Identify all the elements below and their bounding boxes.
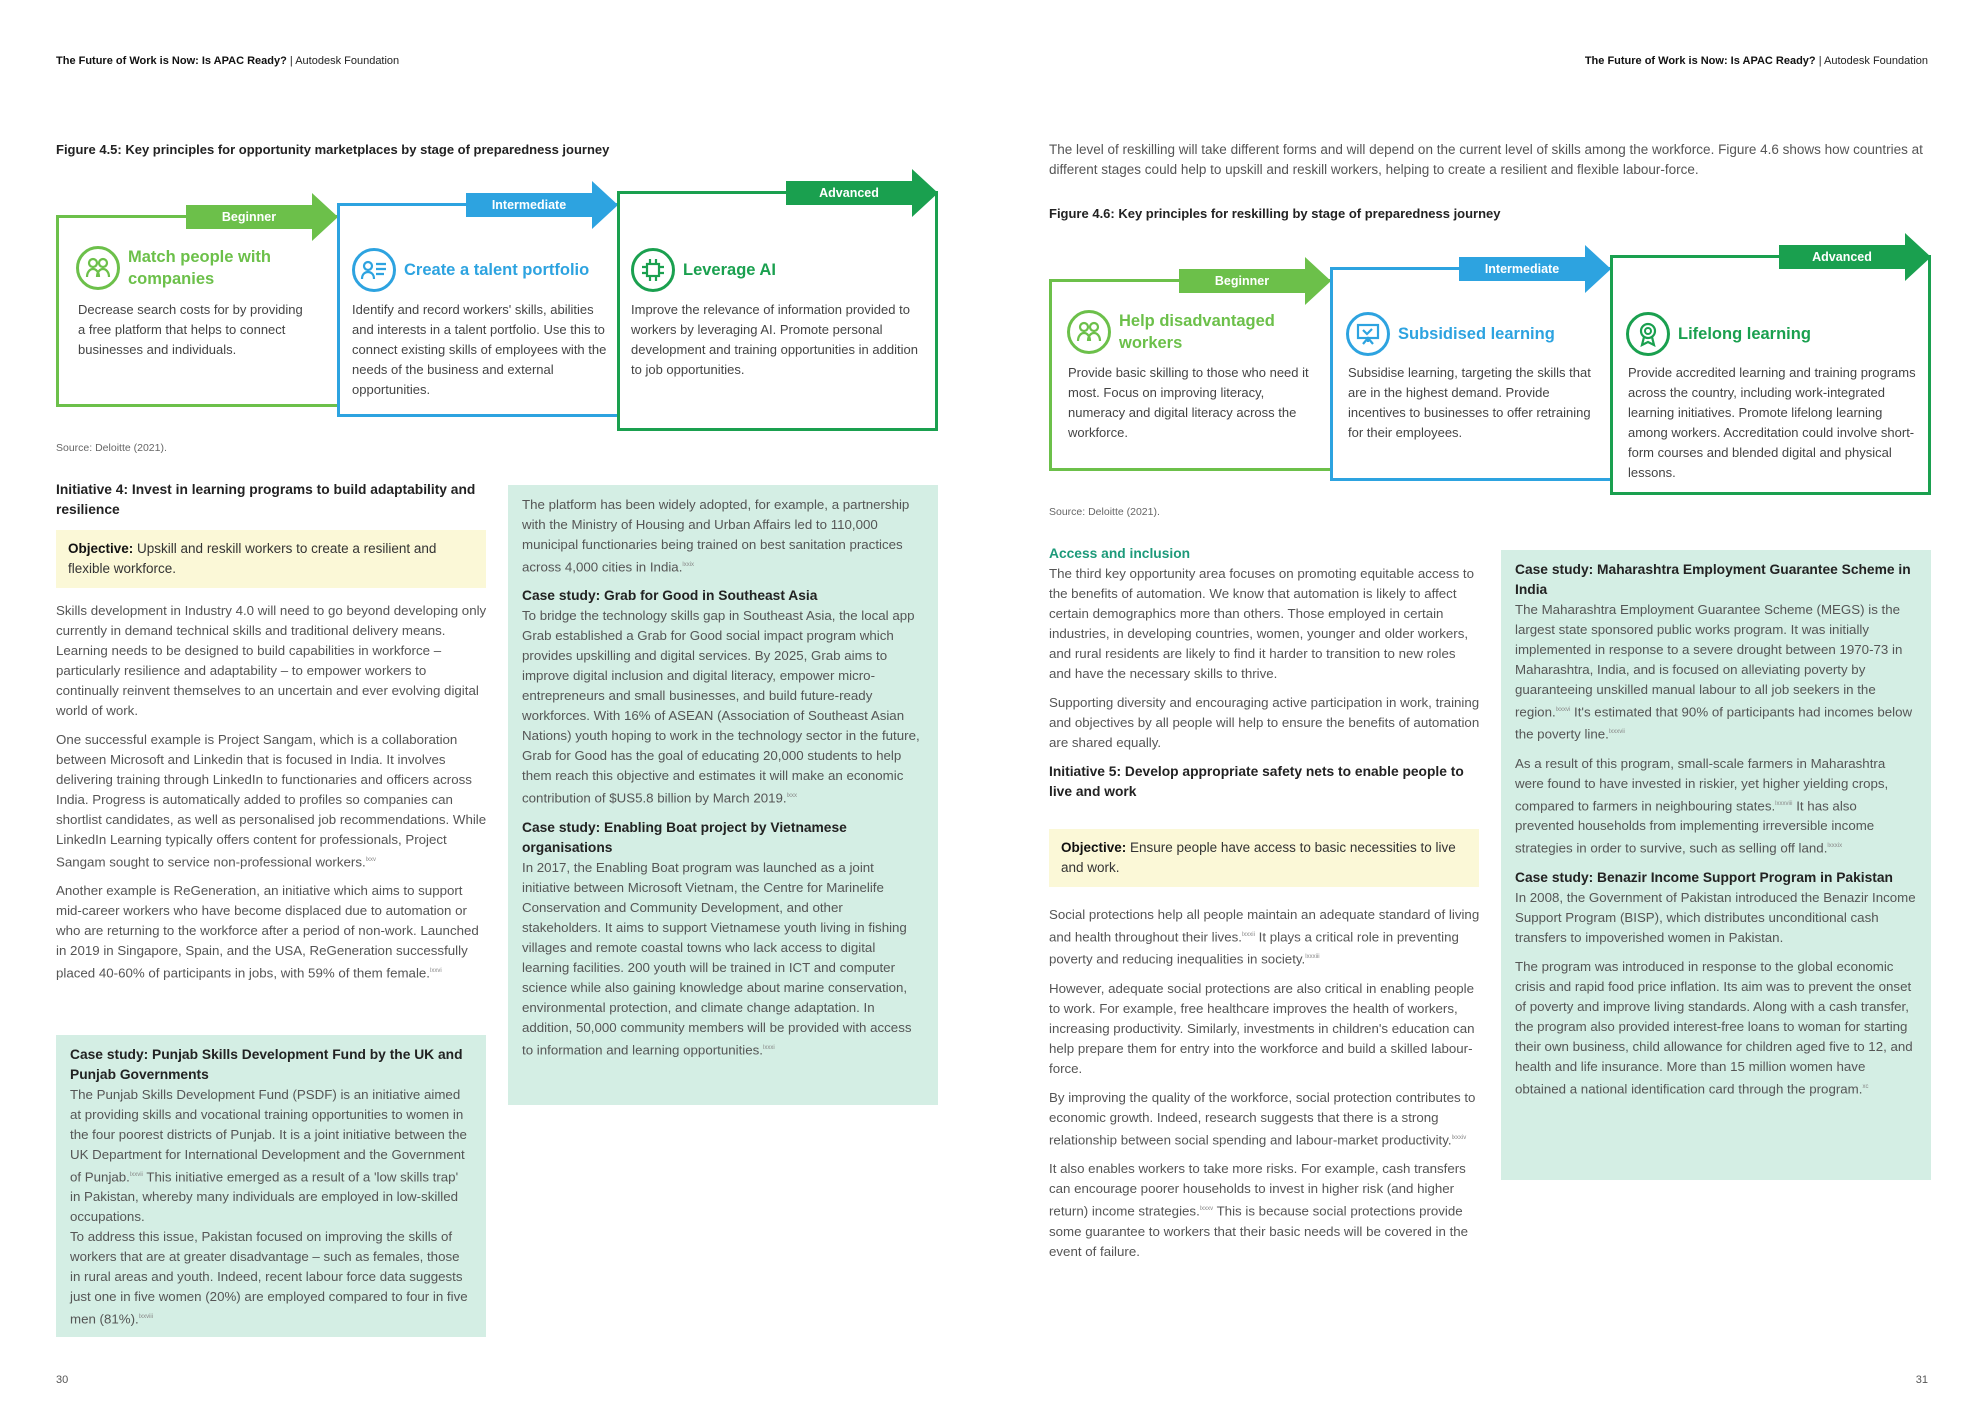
reskilling-intro: The level of reskilling will take different forms and will depend on the current level of skills among the workforce. Figure 4.6 shows how countries at different stages could help to upskill and reskill workers, helping to create a resilient and flexible labour-force. — [1049, 142, 1923, 177]
stage-title-beginner: Match people with companies — [128, 248, 272, 288]
stage-title-advanced: Lifelong learning — [1678, 325, 1811, 343]
arrow-head-intermediate — [592, 181, 618, 229]
paragraph: By improving the quality of the workforce, social protection contributes to economic growth. Indeed, research suggests that there is a strong relationship between social spending and labour-market productivity.$^{lxxxiv}$ — [1049, 1089, 1476, 1148]
stage-label-intermediate: Intermediate — [1459, 257, 1585, 281]
presentation-icon — [1346, 312, 1390, 356]
paragraph: It also enables workers to take more risks. For example, cash transfers can encourage poorer households to invest in higher risk (and higher return) income strategies.$^{lxxxv}$ This is because social protections provide some guarantee to workers that their basic needs will be covered in the event of failure. — [1049, 1161, 1469, 1259]
initiative-5-body — [1049, 905, 1481, 1271]
people-icon — [1067, 310, 1111, 354]
initiative-5-heading: Initiative 5: Develop appropriate safety nets to enable people to live and work — [1049, 764, 1464, 799]
stage-head-beginner — [1067, 310, 1297, 354]
stage-head-advanced — [1626, 312, 1906, 356]
case-study-punjab — [56, 1035, 486, 1337]
running-header: The Future of Work is Now: Is APAC Ready? | Autodesk Foundation — [56, 55, 400, 67]
paragraph: In 2008, the Government of Pakistan introduced the Benazir Income Support Program (BISP), which distributes unconditional cash transfers to impoverished women in Pakistan. — [1515, 889, 1916, 945]
paragraph: To address this issue, Pakistan focused on improving the skills of workers that are at greater disadvantage – such as females, those in rural areas and youth. Indeed, recent labour force data suggests just one in five women (20%) are employed compared to four in five men (81%).$^{lxxviii}$ — [70, 1229, 468, 1327]
stage-body-beginner: Provide basic skilling to those who need it most. Focus on improving literacy, numeracy and digital literacy across the workforce. — [1068, 365, 1309, 440]
initiative-4-body — [56, 601, 488, 993]
ai-chip-icon — [631, 248, 675, 292]
figure-4-5-title: Figure 4.5: Key principles for opportunity marketplaces by stage of preparedness journey — [56, 142, 610, 157]
access-heading: Access and inclusion — [1049, 546, 1191, 561]
case-study-column-middle — [508, 485, 938, 1105]
paragraph: The Maharashtra Employment Guarantee Scheme (MEGS) is the largest state sponsored public works program. It was initially implemented in response to a severe drought between 1970-73 in Maharashtra, India, and is focused on alleviating poverty by guaranteeing unskilled manual labour to all job seekers in the region.$^{lxxxvi}$ It's estimated that 90% of participants had incomes below the poverty line.$^{lxxxvii}$ — [1515, 602, 1913, 742]
stage-label-intermediate: Intermediate — [466, 193, 592, 217]
arrow-head-advanced — [1905, 233, 1931, 281]
objective-box-initiative-4: Objective: Upskill and reskill workers to create a resilient and flexible workforce. — [56, 530, 486, 588]
stage-head-intermediate — [352, 248, 612, 292]
stage-body-beginner: Decrease search costs for by providing a free platform that helps to connect businesses and individuals. — [78, 302, 303, 357]
paragraph: The Punjab Skills Development Fund (PSDF) is an initiative aimed at providing skills and vocational training opportunities to women in the four poorest districts of Punjab. It is a joint initiative between the UK Department for International Development and the Government of Punjab.$^{lxxvii}$ This initiative emerged as a result of a 'low skills trap' in Pakistan, whereby many individuals are employed in low-skilled occupations. — [70, 1087, 467, 1225]
arrow-head-beginner — [1305, 257, 1331, 305]
case-study-column-right — [1501, 550, 1931, 1180]
stage-body-advanced: Improve the relevance of information provided to workers by leveraging AI. Promote personal development and training opportunities in addition to job opportunities. — [631, 302, 918, 377]
paragraph: One successful example is Project Sangam, which is a collaboration between Microsoft and Linkedin that is focused in India. It involves delivering training through LinkedIn to functionaries and officers across India. Progress is automatically added to profiles so companies can shortlist candidates, as well as personalised job recommendations. While LinkedIn Learning typically offers content for professionals, Project Sangam sought to service non-professional workers.$^{lxxv}$ — [56, 732, 487, 870]
stage-title-intermediate: Create a talent portfolio — [404, 261, 590, 279]
case-study-title-grab: Case study: Grab for Good in Southeast Asia — [522, 588, 818, 604]
paragraph: As a result of this program, small-scale farmers in Maharashtra were found to have invested in riskier, yet higher yielding crops, compared to farmers in neighbouring states.$^{lxxxviii}$ It has also prevented households from implementing irreversible income strategies in order to survive, such as selling off land.$^{lxxxix}$ — [1515, 755, 1889, 856]
case-study-title-boat: Case study: Enabling Boat project by Vietnamese organisations — [522, 819, 847, 855]
running-header: The Future of Work is Now: Is APAC Ready? | Autodesk Foundation — [1584, 55, 1928, 67]
stage-head-advanced — [631, 248, 911, 292]
initiative-4-section — [56, 480, 488, 520]
stage-title-beginner: Help disadvantaged workers — [1119, 312, 1275, 352]
stage-title-intermediate: Subsidised learning — [1398, 325, 1555, 343]
people-icon — [76, 246, 120, 290]
paragraph: Another example is ReGeneration, an initiative which aims to support mid-career workers who have become displaced due to automation or who are returning to the workforce after a period of non-work. Launched in 2019 in Singapore, Spain, and the USA, ReGeneration successfully placed 40-60% of participants in jobs, with 59% of them female.$^{lxxvi}$ — [56, 883, 479, 981]
initiative-4-heading: Initiative 4: Invest in learning programs to build adaptability and resilience — [56, 482, 476, 517]
arrow-head-beginner — [312, 193, 338, 241]
paragraph: However, adequate social protections are also critical in enabling people to work. For example, free healthcare improves the health of workers, increasing productivity. Similarly, investments in children's education can help prepare them for entry into the workforce and build a skilled labour-force. — [1049, 980, 1475, 1076]
figure-4-6-title: Figure 4.6: Key principles for reskilling by stage of preparedness journey — [1049, 206, 1501, 221]
case-study-title-bisp: Case study: Benazir Income Support Program in Pakistan — [1515, 869, 1893, 885]
paragraph: Social protections help all people maintain an adequate standard of living and health throughout their lives.$^{lxxxii}$ It plays a critical role in preventing poverty and reducing inequalities in society.$^{lxxxiii}$ — [1049, 907, 1480, 967]
stage-label-advanced: Advanced — [1779, 245, 1905, 269]
paragraph: Skills development in Industry 4.0 will need to go beyond developing only currently in demand technical skills and traditional delivery means. Learning needs to be designed to build capabilities in workforce – particularly resilience and adaptability – to empower workers to continually reinvent themselves to an uncertain and ever evolving digital world of work. — [56, 603, 487, 718]
stage-body-intermediate: Subsidise learning, targeting the skills that are in the highest demand. Provide incentives to businesses to offer retraining for their employees. — [1348, 365, 1591, 440]
paragraph: In 2017, the Enabling Boat program was launched as a joint initiative between Microsoft Vietnam, the Centre for Marinelife Conservation and Community Development, and other stakeholders. It aims to support Vietnamese youth living in fishing villages and remote coastal towns who lack access to digital learning facilities. 200 youth will be trained in ICT and computer science while also gaining knowledge about marine conservation, environmental protection, and climate change adaptation. In addition, 50,000 community members will be provided with access to information and learning opportunities.$^{lxxxi}$ — [522, 859, 912, 1058]
access-and-inclusion-section — [1049, 544, 1481, 802]
paragraph: Supporting diversity and encouraging active participation in work, training and objectives by all people will help to ensure the benefits of automation are shared equally. — [1049, 695, 1480, 750]
stage-body-intermediate: Identify and record workers' skills, abilities and interests in a talent portfolio. Use this to connect existing skills of employees with the needs of the business and external opportunities. — [352, 302, 607, 397]
award-icon — [1626, 312, 1670, 356]
figure-4-5-source: Source: Deloitte (2021). — [56, 442, 167, 454]
paragraph: To bridge the technology skills gap in Southeast Asia, the local app Grab established a Grab for Good social impact program which provides upskilling and digital services. By 2025, Grab aims to improve digital inclusion and digital literacy, empower micro-entrepreneurs and small businesses, and build future-ready workforces. With 16% of ASEAN (Association of Southeast Asian Nations) youth hoping to work in the technology sector in the future, Grab for Good has the goal of educating 20,000 students to help them reach this objective and estimates it will make an economic contribution of $US5.8 billion by March 2019.$^{lxxx}$ — [522, 608, 920, 806]
paragraph: The third key opportunity area focuses on promoting equitable access to the benefits of automation. We know that automation is likely to affect certain demographics more than others. Those employed in certain industries, in developing countries, women, younger and older workers, and rural residents are likely to find it harder to transition to new roles and have the necessary skills to thrive. — [1049, 566, 1475, 681]
arrow-head-advanced — [912, 169, 938, 217]
stage-title-advanced: Leverage AI — [683, 261, 776, 279]
case-study-title: Case study: Punjab Skills Development Fund by the UK and Punjab Governments — [70, 1047, 463, 1082]
page-number: 31 — [1915, 1374, 1928, 1386]
objective-box-initiative-5: Objective: Ensure people have access to basic necessities to live and work. — [1049, 829, 1479, 887]
stage-label-beginner: Beginner — [186, 205, 312, 229]
stage-head-beginner — [76, 246, 296, 290]
stage-label-beginner: Beginner — [1179, 269, 1305, 293]
figure-4-6-source: Source: Deloitte (2021). — [1049, 506, 1160, 518]
profile-icon — [352, 248, 396, 292]
arrow-head-intermediate — [1585, 245, 1611, 293]
stage-label-advanced: Advanced — [786, 181, 912, 205]
paragraph: The platform has been widely adopted, for example, a partnership with the Ministry of Housing and Urban Affairs led to 110,000 municipal functionaries being trained on best sanitation practices across 4,000 cities in India.$^{lxxix}$ — [522, 497, 910, 575]
stage-body-advanced: Provide accredited learning and training programs across the country, including work-integrated learning initiatives. Promote lifelong learning among workers. Accreditation could involve short-form courses and blended digital and physical lessons. — [1628, 365, 1916, 480]
right-page — [992, 0, 1984, 1403]
case-study-title-maharashtra: Case study: Maharashtra Employment Guarantee Scheme in India — [1515, 562, 1911, 597]
paragraph: The program was introduced in response to the global economic crisis and rapid food price inflation. Its aim was to prevent the onset of poverty and improve living standards. Along with a cash transfer, the program also provided interest-free loans to woman for starting their own business, child allowance for children aged five to 12, and health and life insurance. More than 15 million women have obtained a national identification card through the program.$^{xc}$ — [1515, 958, 1913, 1097]
page-number: 30 — [56, 1374, 69, 1386]
stage-head-intermediate — [1346, 312, 1606, 356]
